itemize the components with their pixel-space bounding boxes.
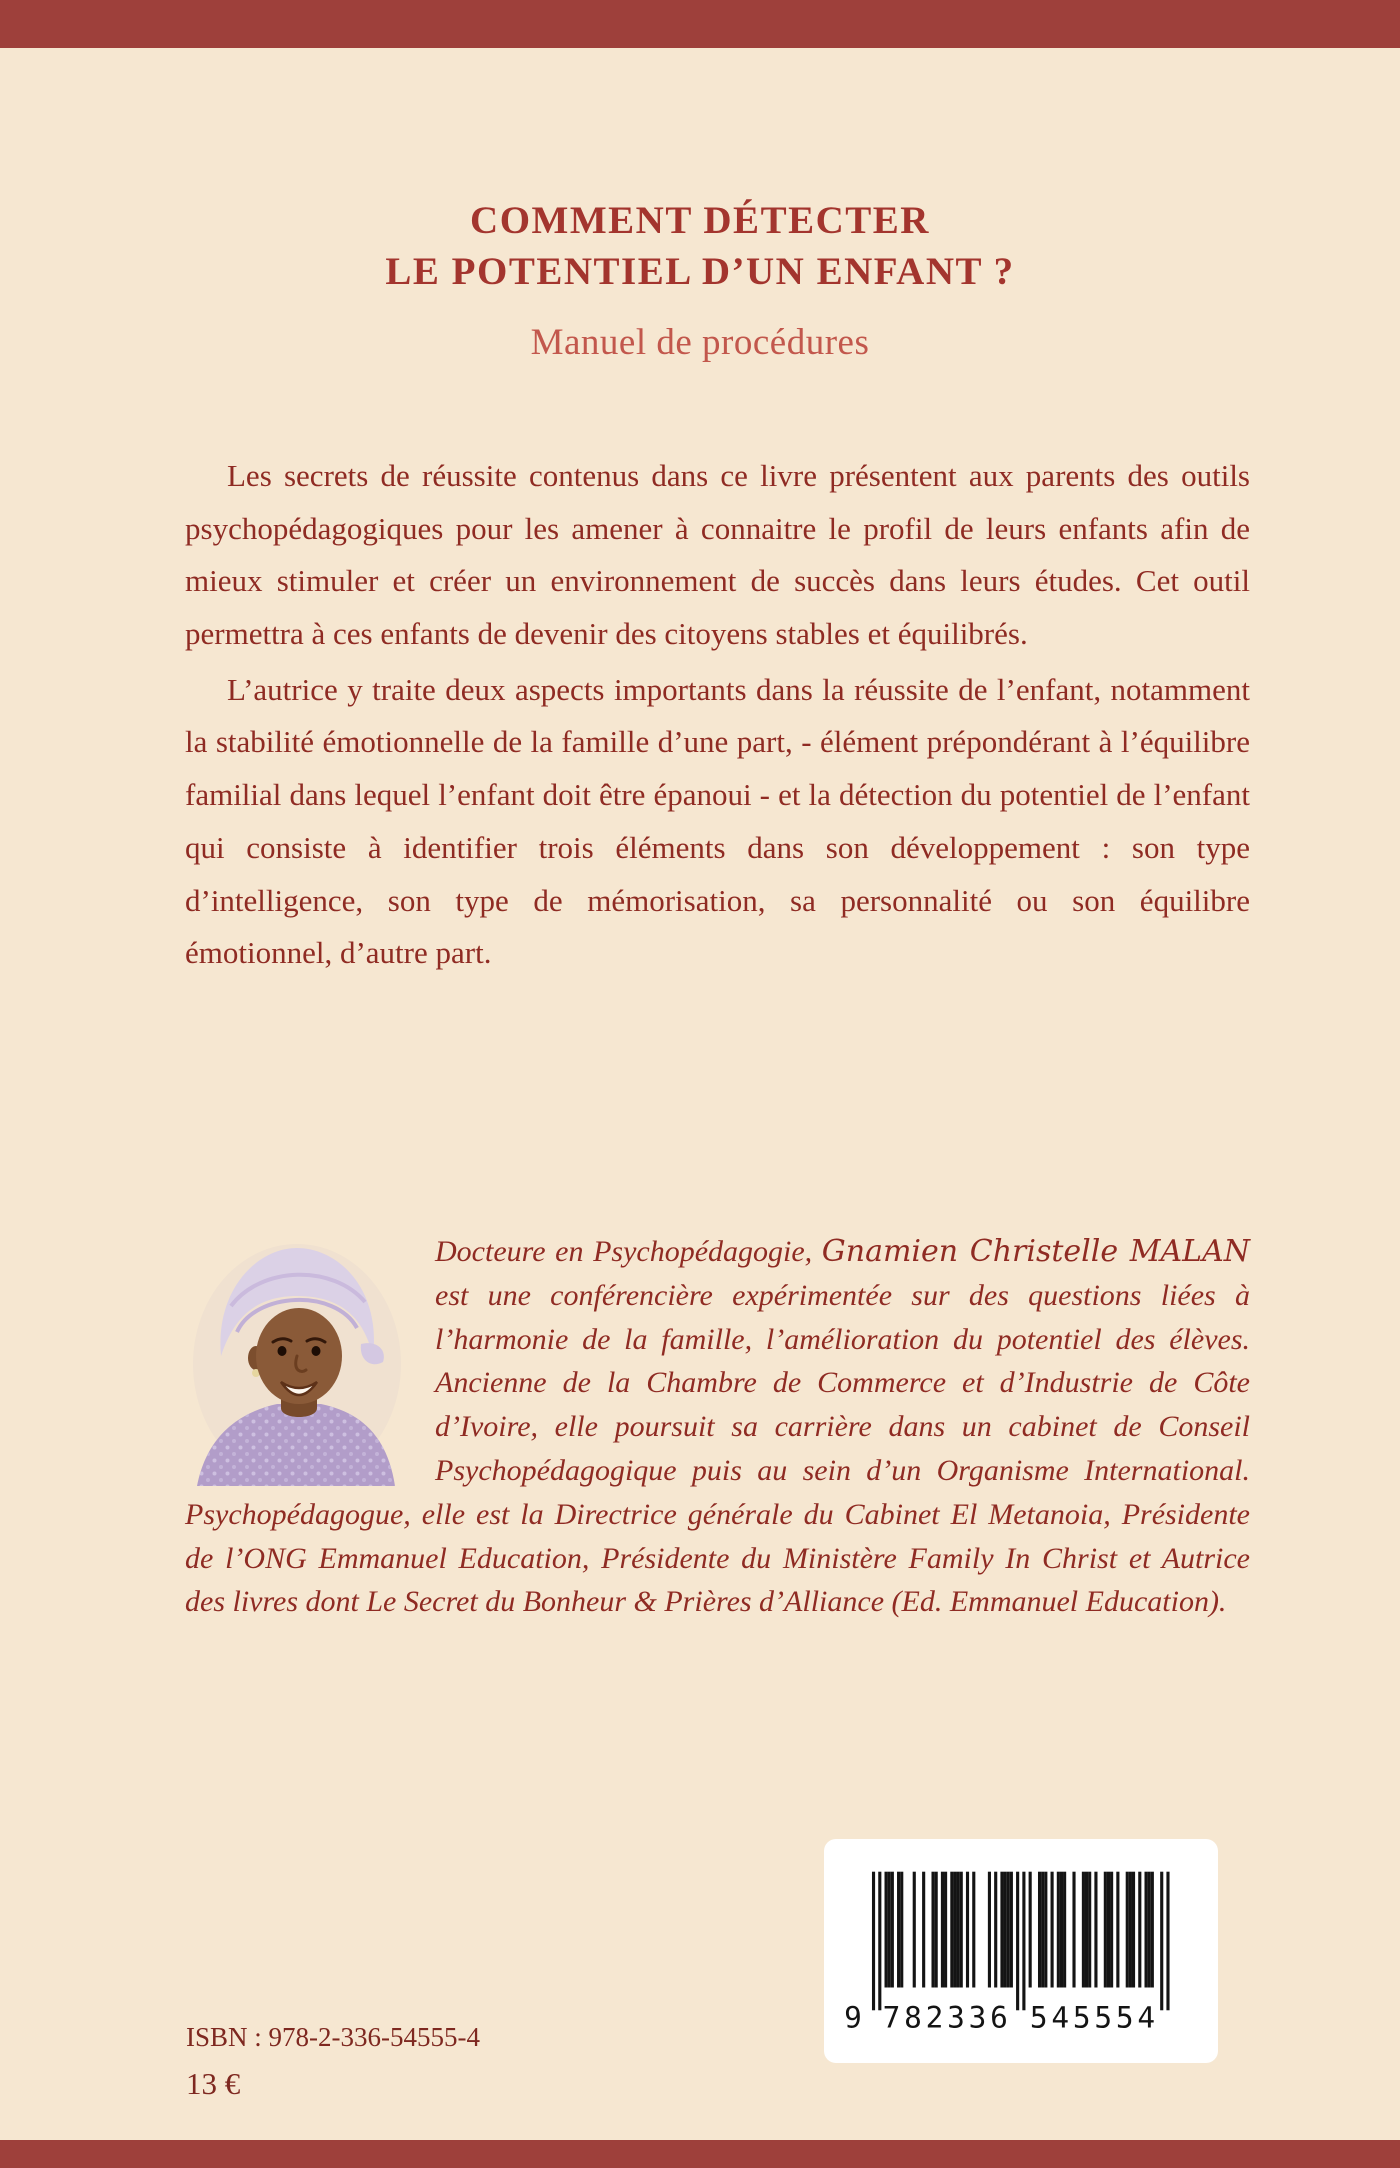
synopsis	[185, 450, 1250, 983]
top-border-bar	[0, 0, 1400, 48]
synopsis-paragraph-1: Les secrets de réussite contenus dans ce livre présentent aux parents des outils psychopédagogiques pour les amener à connaitre le profil de leurs enfants afin de mieux stimuler et créer un environnement de succès dans leurs études. Cet outil permettra à ces enfants de devenir des citoyens stables et équilibrés.	[185, 458, 1250, 652]
svg-text:782336: 782336	[882, 1999, 1012, 2034]
book-title-line2: LE POTENTIEL D’UN ENFANT ?	[385, 249, 1015, 293]
svg-text:9: 9	[844, 1999, 862, 2034]
author-bio	[185, 1230, 1250, 1624]
svg-text:545554: 545554	[1029, 1999, 1159, 2034]
barcode-panel	[824, 1839, 1218, 2063]
author-name: Gnamien Christelle MALAN	[821, 1234, 1250, 1269]
synopsis-paragraph-2: L’autrice y traite deux aspects importants dans la réussite de l’enfant, notamment la stabilité émotionnelle de la famille d’une part, - élément prépondérant à l’équilibre familial dans lequel l’enfant doit être épanoui - et la détection du potentiel de l’enfant qui consiste à identifier trois éléments dans son développement : son type d’intelligence, son type de mémorisation, sa personnalité ou son équilibre émotionnel, d’autre part.	[185, 671, 1250, 971]
title-block	[0, 196, 1400, 364]
ean13-barcode-icon	[834, 1866, 1208, 2037]
author-photo	[185, 1236, 405, 1486]
price-text: 13 €	[186, 2066, 241, 2101]
bottom-border-bar	[0, 2140, 1400, 2168]
bio-intro: Docteure en Psychopédagogie,	[435, 1235, 822, 1268]
isbn-text: ISBN : 978-2-336-54555-4	[186, 2022, 480, 2052]
book-title	[0, 196, 1400, 297]
book-subtitle: Manuel de procédures	[530, 322, 870, 364]
bio-rest: est une conférencière expérimentée sur des questions liées à l’harmonie de la famille, l’amélioration du potentiel des élèves. Ancienne de la Chambre de Commerce et d’Industrie de Côte d’Ivoire, elle poursuit sa carrière dans un cabinet de Conseil Psychopédagogique puis au sein d’un Organisme International. Psychopédagogue, elle est la Directrice générale du Cabinet El Metanoia, Présidente de l’ONG Emmanuel Education, Présidente du Ministère Family In Christ et Autrice des livres dont Le Secret du Bonheur & Prières d’Alliance (Ed. Emmanuel Education).	[185, 1278, 1250, 1619]
book-title-line1: COMMENT DÉTECTER	[470, 199, 930, 242]
